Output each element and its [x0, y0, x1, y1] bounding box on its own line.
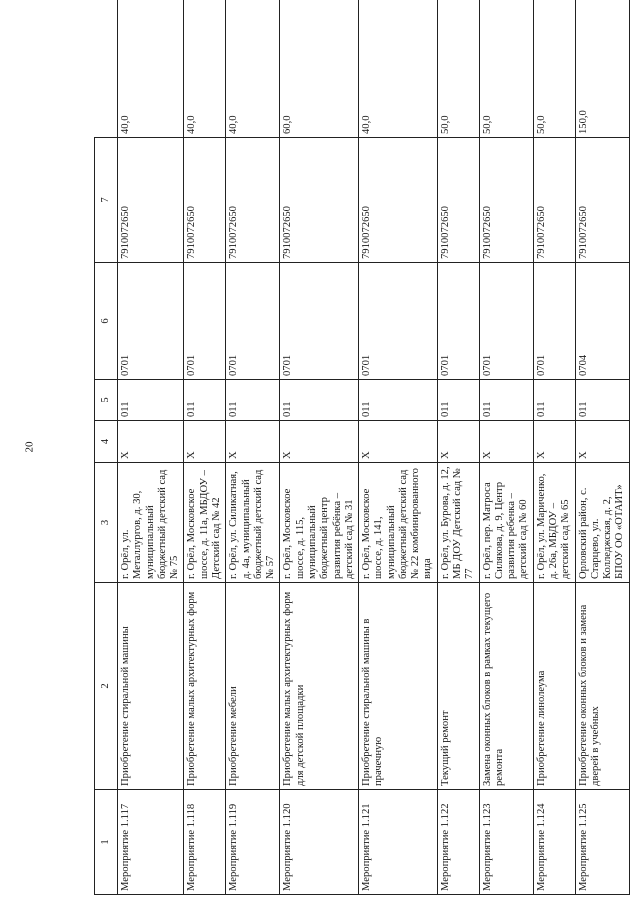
address-cell: г. Орёл, ул. Бурова, д. 12, МБ ДОУ Детский сад № 77	[437, 463, 479, 583]
col4-cell: 011	[533, 380, 575, 421]
table-row	[226, 0, 280, 895]
col5-cell: 0701	[226, 263, 280, 380]
col3-cell: X	[359, 421, 438, 463]
col3-cell: X	[479, 421, 533, 463]
col6-cell: 7910072650	[575, 138, 629, 263]
name-cell: Текущий ремонт	[437, 583, 479, 790]
table-row	[184, 0, 226, 895]
col4-cell: 011	[226, 380, 280, 421]
name-cell: Приобретение оконных блоков и замена дверей в учебных	[575, 583, 629, 790]
address-cell: г. Орёл, Московское шоссе, д. 11а, МБДОУ – Детский сад № 42	[184, 463, 226, 583]
col5-cell: 0701	[280, 263, 359, 380]
col6-cell: 7910072650	[184, 138, 226, 263]
address-cell: г. Орёл, Московское шоссе, д. 115, муниципальный бюджетный центр развития ребёнка – детский сад № 31	[280, 463, 359, 583]
header-col-1: 1	[95, 790, 118, 895]
amount-cell: 50,0	[533, 0, 575, 138]
col3-cell: X	[575, 421, 629, 463]
event-cell: Мероприятие 1.125	[575, 790, 629, 895]
col5-cell: 0701	[184, 263, 226, 380]
col3-cell: X	[280, 421, 359, 463]
table-row	[533, 0, 575, 895]
amount-cell: 40,0	[184, 0, 226, 138]
col6-cell: 7910072650	[118, 138, 184, 263]
name-cell: Приобретение малых архитектурных форм	[184, 583, 226, 790]
col6-cell: 7910072650	[226, 138, 280, 263]
budget-table	[94, 0, 630, 895]
event-cell: Мероприятие 1.119	[226, 790, 280, 895]
amount-cell: 40,0	[118, 0, 184, 138]
budget-table-sheet	[94, 0, 626, 895]
address-cell: г. Орёл, Московское шоссе, д. 141, муниципальный бюджетный детский сад № 22 комбинированного вида	[359, 463, 438, 583]
name-cell: Приобретение стиральной машины в прачечную	[359, 583, 438, 790]
col3-cell: X	[184, 421, 226, 463]
col6-cell: 7910072650	[437, 138, 479, 263]
header-row	[95, 0, 118, 895]
table-row	[118, 0, 184, 895]
name-cell: Приобретение мебели	[226, 583, 280, 790]
col6-cell: 7910072650	[359, 138, 438, 263]
header-col-7: 7	[95, 138, 118, 263]
amount-cell: 150,0	[575, 0, 629, 138]
event-cell: Мероприятие 1.117	[118, 790, 184, 895]
event-cell: Мероприятие 1.120	[280, 790, 359, 895]
address-cell: Орловский район, с. Старцево, ул. Колледжская, д. 2, БПОУ ОО «ОТАИТ»	[575, 463, 629, 583]
amount-cell: 40,0	[359, 0, 438, 138]
amount-cell: 60,0	[280, 0, 359, 138]
event-cell: Мероприятие 1.118	[184, 790, 226, 895]
col4-cell: 011	[280, 380, 359, 421]
address-cell: г. Орёл, ул. Силикатная, д. 4а, муниципальный бюджетный детский сад № 57	[226, 463, 280, 583]
event-cell: Мероприятие 1.124	[533, 790, 575, 895]
col4-cell: 011	[118, 380, 184, 421]
header-col-4: 4	[95, 421, 118, 463]
col5-cell: 0704	[575, 263, 629, 380]
table-row	[359, 0, 438, 895]
header-col-2: 2	[95, 583, 118, 790]
table-row	[575, 0, 629, 895]
col6-cell: 7910072650	[479, 138, 533, 263]
col6-cell: 7910072650	[280, 138, 359, 263]
name-cell: Приобретение линолеума	[533, 583, 575, 790]
address-cell: г. Орёл, ул. Металлургов, д. 30, муниципальный бюджетный детский сад № 75	[118, 463, 184, 583]
page-number: 20	[23, 441, 36, 453]
col5-cell: 0701	[118, 263, 184, 380]
col3-cell: X	[533, 421, 575, 463]
amount-cell: 50,0	[437, 0, 479, 138]
col5-cell: 0701	[437, 263, 479, 380]
event-cell: Мероприятие 1.121	[359, 790, 438, 895]
name-cell: Приобретение малых архитектурных форм для детской площадки	[280, 583, 359, 790]
header-col-5: 5	[95, 380, 118, 421]
header-col-3: 3	[95, 463, 118, 583]
col4-cell: 011	[359, 380, 438, 421]
col6-cell: 7910072650	[533, 138, 575, 263]
table-row	[479, 0, 533, 895]
col4-cell: 011	[479, 380, 533, 421]
col4-cell: 011	[575, 380, 629, 421]
name-cell: Приобретение стиральной машины	[118, 583, 184, 790]
table-row	[280, 0, 359, 895]
address-cell: г. Орёл, пер. Матроса Силякова, д. 9, Центр развития ребенка – детский сад № 60	[479, 463, 533, 583]
header-col-6: 6	[95, 263, 118, 380]
col4-cell: 011	[437, 380, 479, 421]
col3-cell: X	[226, 421, 280, 463]
event-cell: Мероприятие 1.122	[437, 790, 479, 895]
amount-cell: 50,0	[479, 0, 533, 138]
col3-cell: X	[118, 421, 184, 463]
event-cell: Мероприятие 1.123	[479, 790, 533, 895]
col5-cell: 0701	[359, 263, 438, 380]
name-cell: Замена оконных блоков в рамках текущего ремонта	[479, 583, 533, 790]
address-cell: г. Орёл, ул. Мариченко, д. 26а, МБДОУ – детский сад № 65	[533, 463, 575, 583]
col3-cell: X	[437, 421, 479, 463]
table-row	[437, 0, 479, 895]
col5-cell: 0701	[479, 263, 533, 380]
col4-cell: 011	[184, 380, 226, 421]
col5-cell: 0701	[533, 263, 575, 380]
amount-cell: 40,0	[226, 0, 280, 138]
